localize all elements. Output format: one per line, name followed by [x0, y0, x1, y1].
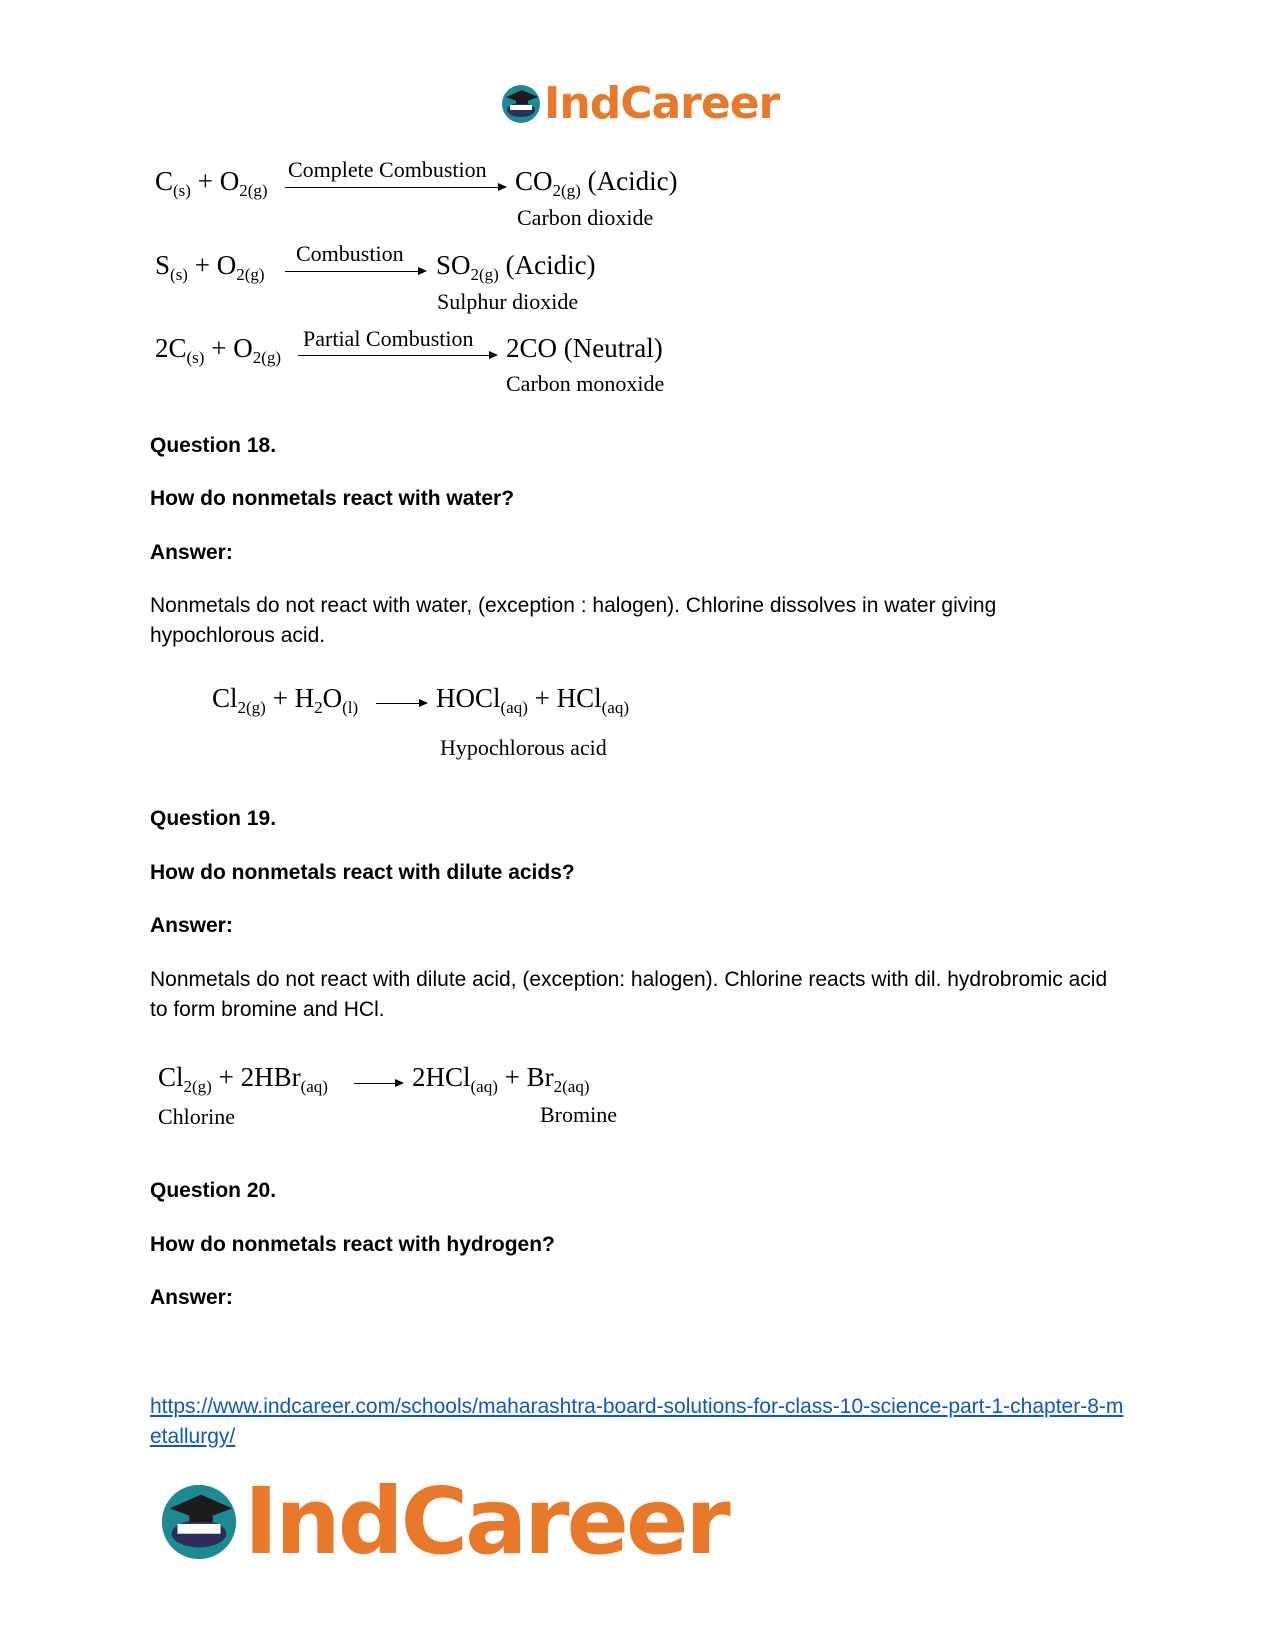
- answer-text: Nonmetals do not react with water, (exception : halogen). Chlorine dissolves in water giving hypochlorous acid.: [150, 594, 997, 647]
- product-caption: Sulphur dioxide: [437, 289, 579, 314]
- equation-chlorine-hbr-rhs: $2HCl_{(aq)} + Br_{2(aq)}$: [412, 1062, 590, 1096]
- footer-link[interactable]: https://www.indcareer.com/schools/maharashtra-board-solutions-for-class-10-science-part-1-chapter-8-metallurgy/: [150, 1395, 1124, 1448]
- product-caption: Bromine: [540, 1102, 617, 1127]
- brand-name: IndCareer: [544, 78, 780, 129]
- reaction-arrow: [298, 355, 496, 356]
- header-logo: [500, 78, 779, 129]
- arrow-label: Partial Combustion: [303, 326, 474, 351]
- graduation-globe-icon: [500, 83, 542, 125]
- reactant-caption: Chlorine: [158, 1104, 235, 1129]
- footer-logo: [158, 1468, 728, 1575]
- brand-name: IndCareer: [244, 1468, 728, 1575]
- product-caption: Hypochlorous acid: [440, 735, 607, 760]
- equation-complete-combustion-lhs: $C_{(s)} + O_{2(g)}$: [155, 166, 268, 200]
- equation-chlorine-water-rhs: HOCl$_{(aq)}$ + HCl$_{(aq)}$: [436, 683, 630, 717]
- question-number: Question 20.: [150, 1179, 277, 1202]
- reaction-arrow: [285, 271, 425, 272]
- question-number: Question 18.: [150, 434, 277, 457]
- answer-label: Answer:: [150, 914, 233, 937]
- arrow-label: Combustion: [296, 241, 404, 266]
- question-number: Question 19.: [150, 807, 277, 830]
- product-caption: Carbon dioxide: [517, 205, 654, 230]
- graduation-globe-icon: [158, 1481, 240, 1563]
- equation-combustion-lhs: $S_{(s)} + O_{2(g)}$: [155, 250, 265, 284]
- answer-text: Nonmetals do not react with dilute acid, (exception: halogen). Chlorine reacts with dil. hydrobromic acid to form bromine and HCl.: [150, 968, 1108, 1021]
- answer-label: Answer:: [150, 1286, 233, 1309]
- question-text: How do nonmetals react with dilute acids?: [150, 861, 575, 884]
- reaction-arrow: [376, 703, 426, 704]
- equation-chlorine-water-lhs: $Cl_{2(g)} + H_2O_{(l)}$: [212, 683, 359, 717]
- reaction-arrow: [354, 1083, 402, 1084]
- answer-label: Answer:: [150, 541, 233, 564]
- question-text: How do nonmetals react with water?: [150, 487, 515, 510]
- equation-combustion-rhs: $SO_{2(g)}$ (Acidic): [436, 250, 596, 284]
- arrow-label: Complete Combustion: [288, 157, 487, 182]
- equation-chlorine-hbr-lhs: $Cl_{2(g)} + 2HBr_{(aq)}$: [158, 1062, 328, 1096]
- reaction-arrow: [285, 187, 505, 188]
- equation-partial-combustion-rhs: 2CO (Neutral): [506, 333, 663, 363]
- question-text: How do nonmetals react with hydrogen?: [150, 1233, 555, 1256]
- product-caption: Carbon monoxide: [506, 371, 665, 396]
- equation-partial-combustion-lhs: $2C_{(s)} + O_{2(g)}$: [155, 333, 282, 367]
- equation-complete-combustion-rhs: $CO_{2(g)}$ (Acidic): [515, 166, 678, 200]
